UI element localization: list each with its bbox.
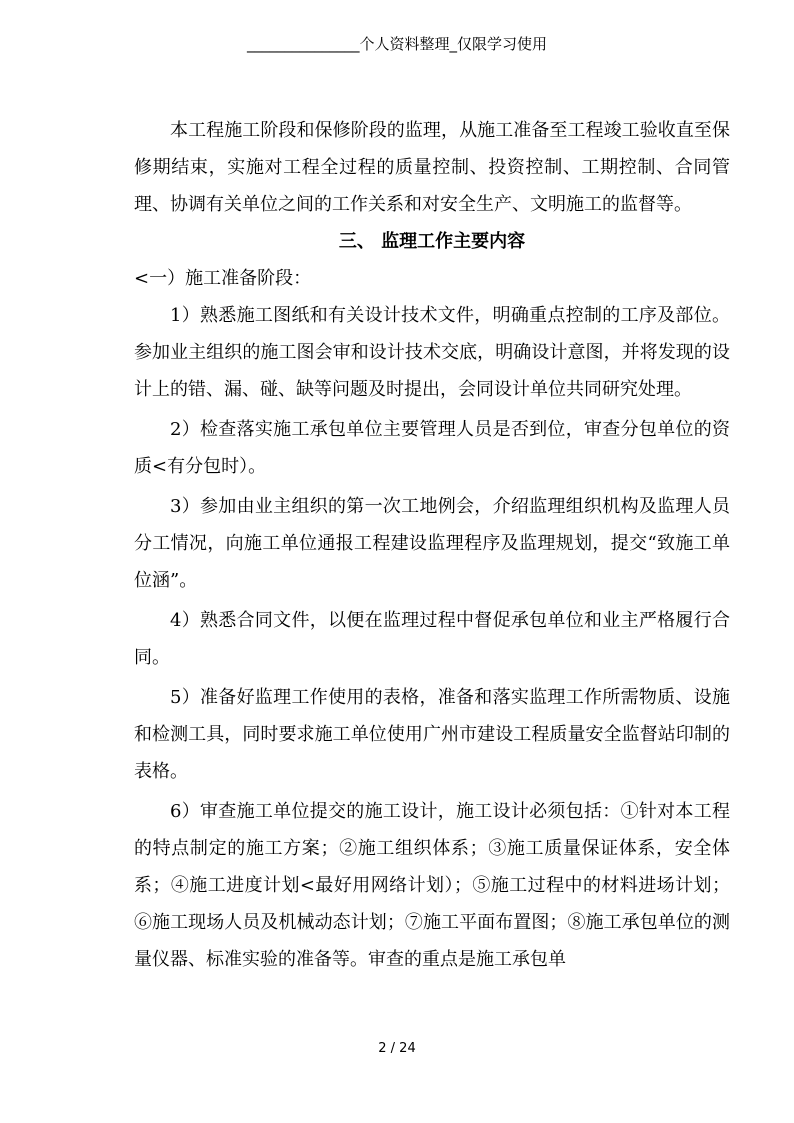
list-item: 6）审查施工单位提交的施工设计，施工设计必须包括：①针对本工程的特点制定的施工方案；②施工组织体系；③施工质量保证体系，安全体系；④施工进度计划<最好用网络计划）；⑤施工过程中的材料进场计划；⑥施工现场人员及机械动态计划；⑦施工平面布置图；⑧施工承包单位的测量仪器、标准实验的准备等。审查的重点是施工承包单 (134, 801, 730, 970)
list-item: 2）检查落实施工承包单位主要管理人员是否到位，审查分包单位的资质<有分包时）。 (134, 419, 730, 477)
list-item: 1）熟悉施工图纸和有关设计技术文件，明确重点控制的工序及部位。参加业主组织的施工图会审和设计技术交底，明确设计意图，并将发现的设计上的错、漏、碰、缺等问题及时提出，会同设计单位共同研究处理。 (134, 305, 730, 400)
list-item: 3）参加由业主组织的第一次工地例会，介绍监理组织机构及监理人员分工情况，向施工单位通报工程建设监理程序及监理规划，提交“致施工单位涵”。 (134, 496, 730, 591)
section-title: 三、 监理工作主要内容 (338, 231, 526, 252)
phase-heading: <一）施工准备阶段： (134, 268, 312, 289)
intro-paragraph: 本工程施工阶段和保修阶段的监理，从施工准备至工程竣工验收直至保修期结束，实施对工程全过程的质量控制、投资控制、工期控制、合同管理、协调有关单位之间的工作关系和对安全生产、文明施工的监督等。 (134, 120, 730, 215)
list-item: 4）熟悉合同文件，以便在监理过程中督促承包单位和业主严格履行合同。 (134, 610, 730, 668)
page-number: 2 / 24 (378, 1041, 416, 1056)
page-header: _______________个人资料整理_仅限学习使用 (246, 35, 547, 53)
document-body (134, 112, 730, 978)
list-item: 5）准备好监理工作使用的表格，准备和落实监理工作所需物质、设施和检测工具，同时要求施工单位使用广州市建设工程质量安全监督站印制的表格。 (134, 687, 730, 782)
